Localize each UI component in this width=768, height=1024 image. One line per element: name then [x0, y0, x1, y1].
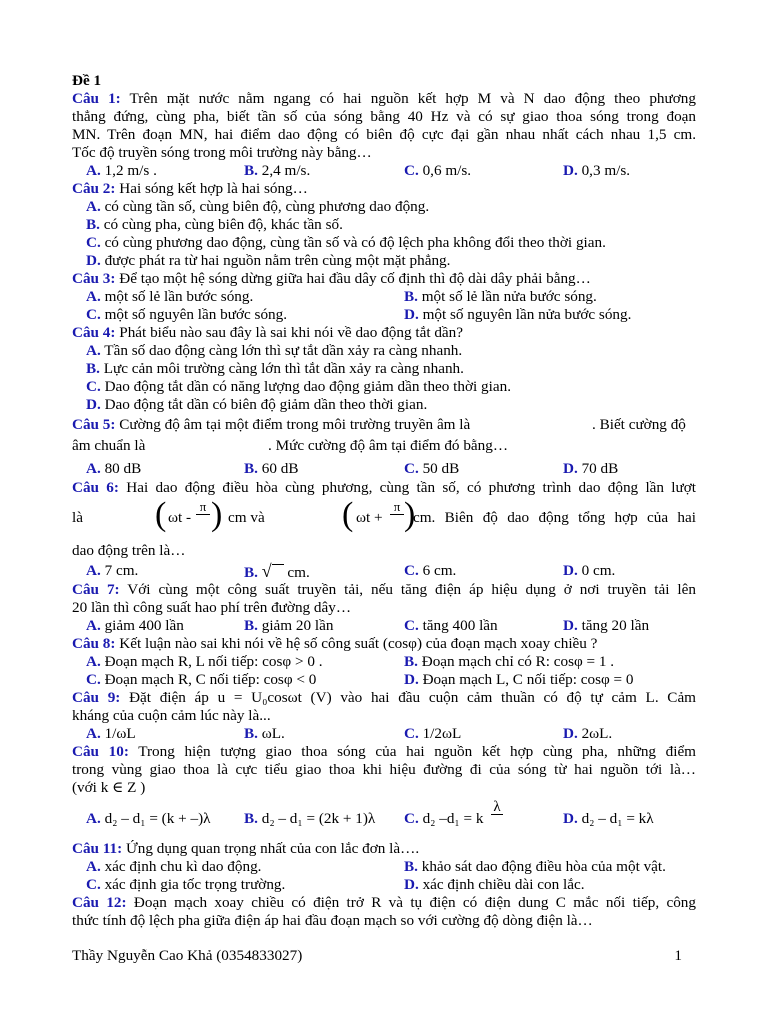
- fraction-bar: [390, 514, 404, 529]
- option-text: Đoạn mạch chỉ có R: cosφ = 1 .: [421, 653, 615, 670]
- question-2: [72, 180, 308, 198]
- q2-option-a[interactable]: [86, 198, 429, 216]
- question-5-label: Câu 5:: [72, 416, 116, 433]
- q10-option-d[interactable]: [563, 810, 654, 828]
- option-text: tăng 20 lần: [581, 617, 650, 634]
- option-text: d₂ – d₁ = kλ: [581, 810, 654, 827]
- option-letter: B.: [404, 288, 418, 305]
- option-letter: A.: [86, 460, 101, 477]
- option-text: 2,4 m/s.: [261, 162, 311, 179]
- option-letter: C.: [404, 810, 419, 827]
- paren-open: (: [155, 496, 167, 533]
- q5-option-c[interactable]: [404, 460, 459, 478]
- fraction-bar: [196, 514, 210, 529]
- question-12-text: Đoạn mạch xoay chiều có điện trở R và tụ điện có điện dung C mắc nối tiếp, công: [133, 894, 696, 911]
- option-letter: D.: [563, 562, 578, 579]
- option-letter: B.: [404, 858, 418, 875]
- question-5-text: Cường độ âm tại một điểm trong môi trường truyền âm là: [119, 416, 471, 433]
- option-text: cm.: [287, 564, 310, 581]
- question-7-text: Với cùng một công suất truyền tải, nếu tăng điện áp hiệu dụng ở nơi truyền tải lên: [127, 581, 696, 598]
- option-letter: A.: [86, 198, 101, 215]
- question-6-line-1: [72, 479, 696, 497]
- option-letter: B.: [244, 617, 258, 634]
- question-10-line-3: (với k ∈ Z ): [72, 779, 146, 796]
- q4-option-c[interactable]: [86, 378, 511, 396]
- option-text: có cùng pha, cùng biên độ, khác tần số.: [103, 216, 343, 233]
- q7-option-c[interactable]: [404, 617, 498, 635]
- sqrt-bar: [272, 564, 284, 565]
- option-text: xác định chu kì dao động.: [104, 858, 262, 875]
- option-text: một số lẻ lần nửa bước sóng.: [421, 288, 597, 305]
- q5-option-a[interactable]: [86, 460, 141, 478]
- option-letter: D.: [563, 162, 578, 179]
- option-letter: A.: [86, 288, 101, 305]
- question-3-label: Câu 3:: [72, 270, 116, 287]
- q10-option-b[interactable]: [244, 810, 375, 828]
- fraction-bar: [491, 814, 503, 829]
- q7-option-d[interactable]: [563, 617, 649, 635]
- question-12-label: Câu 12:: [72, 894, 127, 911]
- q10-option-c[interactable]: [404, 810, 483, 828]
- question-5-line-1: [72, 416, 470, 434]
- option-text: có cùng phương dao động, cùng tần số và có độ lệch pha không đổi theo thời gian.: [104, 234, 606, 251]
- option-letter: A.: [86, 858, 101, 875]
- option-text: 80 dB: [104, 460, 142, 477]
- question-6-cm-va: cm và: [228, 509, 265, 526]
- question-1-label: Câu 1:: [72, 90, 121, 107]
- option-text: 70 dB: [581, 460, 619, 477]
- option-letter: D.: [404, 306, 419, 323]
- question-1-text: Trên mặt nước nằm ngang có hai nguồn kết hợp M và N dao động theo phương: [129, 90, 696, 107]
- q2-option-d[interactable]: [86, 252, 450, 270]
- option-letter: C.: [86, 378, 101, 395]
- option-text: một số nguyên lần nửa bước sóng.: [422, 306, 632, 323]
- option-text: khảo sát dao động điều hòa của một vật.: [421, 858, 666, 875]
- question-3: [72, 270, 591, 288]
- question-5-line-1-end: . Biết cường độ: [592, 416, 686, 433]
- q3-option-d[interactable]: [404, 306, 631, 324]
- question-6-line-3: dao động trên là…: [72, 542, 186, 559]
- q6-option-c[interactable]: [404, 562, 456, 580]
- q2-option-b[interactable]: [86, 216, 343, 234]
- q4-option-d[interactable]: [86, 396, 427, 414]
- option-letter: C.: [404, 617, 419, 634]
- question-11-text: Ứng dụng quan trọng nhất của con lắc đơn là….: [126, 840, 420, 857]
- option-letter: A.: [86, 562, 101, 579]
- q7-option-a[interactable]: [86, 617, 184, 635]
- q9-option-d[interactable]: [563, 725, 612, 743]
- option-letter: D.: [563, 617, 578, 634]
- question-8-text: Kết luận nào sai khi nói về hệ số công suất (cosφ) của đoạn mạch xoay chiều ?: [119, 635, 598, 652]
- pi-over-fraction-1: [196, 500, 210, 529]
- paren-close: ): [211, 496, 223, 533]
- option-text: 1,2 m/s .: [104, 162, 157, 179]
- option-text: có cùng tần số, cùng biên độ, cùng phương dao động.: [104, 198, 430, 215]
- question-7-line-2: 20 lần thì công suất hao phí trên đường dây…: [72, 599, 352, 616]
- q3-option-a[interactable]: [86, 288, 253, 306]
- lambda-fraction: [491, 800, 503, 829]
- option-letter: D.: [563, 810, 578, 827]
- question-12-line-1: [72, 894, 696, 912]
- option-text: được phát ra từ hai nguồn nằm trên cùng một mặt phẳng.: [104, 252, 451, 269]
- question-6-la: là: [72, 509, 83, 526]
- option-text: 0 cm.: [581, 562, 616, 579]
- q1-option-b[interactable]: [244, 162, 310, 180]
- q6-option-a[interactable]: [86, 562, 138, 580]
- question-8-label: Câu 8:: [72, 635, 116, 652]
- option-letter: B.: [244, 725, 258, 742]
- question-6-label: Câu 6:: [72, 479, 119, 496]
- question-9-text: Đặt điện áp u = U₀cosωt (V) vào hai đầu cuộn cảm thuần có độ tự cảm L. Cảm: [129, 689, 696, 706]
- option-text: Dao động tắt dần có biên độ giảm dần theo thời gian.: [104, 396, 428, 413]
- option-text: xác định chiều dài con lắc.: [422, 876, 585, 893]
- q11-option-a[interactable]: [86, 858, 261, 876]
- q8-option-b[interactable]: [404, 653, 614, 671]
- option-letter: C.: [404, 460, 419, 477]
- option-text: Đoạn mạch R, C nối tiếp: cosφ < 0: [104, 671, 317, 688]
- phase-2-term: ωt +: [356, 509, 383, 526]
- option-text: Tần số dao động càng lớn thì sự tắt dần xảy ra càng nhanh.: [104, 342, 463, 359]
- phase-1-term: ωt -: [168, 509, 192, 526]
- option-letter: A.: [86, 725, 101, 742]
- q1-option-d[interactable]: [563, 162, 630, 180]
- sqrt-symbol: √: [261, 561, 272, 581]
- option-text: giảm 400 lần: [104, 617, 184, 634]
- question-2-label: Câu 2:: [72, 180, 116, 197]
- q9-option-b[interactable]: [244, 725, 285, 743]
- option-text: Dao động tắt dần có năng lượng dao động giảm dần theo thời gian.: [104, 378, 511, 395]
- option-text: 1/ωL: [104, 725, 136, 742]
- question-1-line-1: [72, 90, 696, 108]
- option-letter: B.: [244, 564, 258, 581]
- question-6-text: Hai dao động điều hòa cùng phương, cùng tần số, có phương trình dao động lần lượt: [126, 479, 697, 496]
- option-letter: B.: [86, 360, 100, 377]
- option-letter: D.: [563, 725, 578, 742]
- option-letter: B.: [244, 810, 258, 827]
- option-letter: D.: [86, 252, 101, 269]
- option-text: 2ωL.: [581, 725, 613, 742]
- question-9-label: Câu 9:: [72, 689, 121, 706]
- option-letter: D.: [86, 396, 101, 413]
- q1-option-a[interactable]: [86, 162, 157, 180]
- option-text: 1/2ωL: [422, 725, 462, 742]
- pi-symbol: π: [199, 499, 207, 514]
- q5-option-b[interactable]: [244, 460, 298, 478]
- question-7-label: Câu 7:: [72, 581, 120, 598]
- question-4-text: Phát biểu nào sau đây là sai khi nói về dao động tắt dần?: [119, 324, 464, 341]
- question-1-line-3: MN. Trên đoạn MN, hai điểm dao động có biên độ cực đại gần nhau nhất cách nhau 1,5 cm.: [72, 126, 696, 143]
- option-letter: B.: [404, 653, 418, 670]
- option-text: ωL.: [261, 725, 285, 742]
- option-text: d₂ –d₁ = k: [422, 810, 484, 827]
- q8-option-d[interactable]: [404, 671, 634, 689]
- q8-option-c[interactable]: [86, 671, 316, 689]
- question-8: [72, 635, 597, 653]
- question-3-text: Để tạo một hệ sóng dừng giữa hai đầu dây cố định thì độ dài dây phải bằng…: [119, 270, 591, 287]
- option-letter: C.: [404, 562, 419, 579]
- option-text: xác định gia tốc trọng trường.: [104, 876, 286, 893]
- option-text: 60 dB: [261, 460, 299, 477]
- q5-option-d[interactable]: [563, 460, 618, 478]
- option-text: 0,6 m/s.: [422, 162, 472, 179]
- option-text: Đoạn mạch L, C nối tiếp: cosφ = 0: [422, 671, 634, 688]
- question-1-line-4: Tốc độ truyền sóng trong môi trường này bằng…: [72, 144, 372, 161]
- option-text: Đoạn mạch R, L nối tiếp: cosφ > 0 .: [104, 653, 323, 670]
- q2-option-c[interactable]: [86, 234, 606, 252]
- question-12-line-2: thức tính độ lệch pha giữa điện áp hai đầu đoạn mạch so với cường độ dòng điện là…: [72, 912, 593, 929]
- q1-option-c[interactable]: [404, 162, 471, 180]
- option-letter: C.: [86, 234, 101, 251]
- page-footer: [72, 947, 682, 965]
- option-text: giảm 20 lần: [261, 617, 334, 634]
- q11-option-b[interactable]: [404, 858, 666, 876]
- q9-option-a[interactable]: [86, 725, 136, 743]
- q11-option-d[interactable]: [404, 876, 585, 894]
- question-10-text: Trong hiện tượng giao thoa sóng của hai nguồn kết hợp cùng pha, những điểm: [138, 743, 696, 760]
- q3-option-b[interactable]: [404, 288, 597, 306]
- pi-symbol: π: [393, 499, 401, 514]
- option-text: một số lẻ lần bước sóng.: [104, 288, 254, 305]
- q10-option-a[interactable]: [86, 810, 211, 828]
- option-text: 7 cm.: [104, 562, 139, 579]
- q11-option-c[interactable]: [86, 876, 285, 894]
- q4-option-b[interactable]: [86, 360, 464, 378]
- q6-option-b[interactable]: [244, 562, 310, 582]
- option-letter: D.: [404, 671, 419, 688]
- question-10-label: Câu 10:: [72, 743, 129, 760]
- option-text: d₂ – d₁ = (2k + 1)λ: [261, 810, 376, 827]
- question-9-line-1: [72, 689, 696, 707]
- footer-author: Thầy Nguyễn Cao Khả (0354833027): [72, 947, 303, 964]
- option-letter: C.: [404, 162, 419, 179]
- option-letter: A.: [86, 810, 101, 827]
- option-text: 50 dB: [422, 460, 460, 477]
- option-letter: D.: [563, 460, 578, 477]
- option-letter: C.: [86, 671, 101, 688]
- question-10-line-2: trong vùng giao thoa là cực tiểu giao thoa khi hiệu đường đi của sóng từ hai nguồn tới là…: [72, 761, 696, 778]
- option-letter: A.: [86, 653, 101, 670]
- q6-option-d[interactable]: [563, 562, 615, 580]
- option-text: Lực cản môi trường càng lớn thì tắt dần xảy ra càng nhanh.: [103, 360, 464, 377]
- question-4: [72, 324, 463, 342]
- q4-option-a[interactable]: [86, 342, 462, 360]
- option-letter: A.: [86, 617, 101, 634]
- option-text: 6 cm.: [422, 562, 457, 579]
- option-text: 0,3 m/s.: [581, 162, 631, 179]
- q7-option-b[interactable]: [244, 617, 333, 635]
- pi-over-fraction-2: [390, 500, 404, 529]
- option-letter: C.: [404, 725, 419, 742]
- question-10-line-1: [72, 743, 696, 761]
- option-letter: D.: [404, 876, 419, 893]
- question-11-label: Câu 11:: [72, 840, 123, 857]
- option-text: một số nguyên lần bước sóng.: [104, 306, 288, 323]
- option-letter: C.: [86, 876, 101, 893]
- option-text: tăng 400 lần: [422, 617, 498, 634]
- question-4-label: Câu 4:: [72, 324, 116, 341]
- question-6-rest: cm. Biên độ dao động tổng hợp của hai: [413, 509, 696, 526]
- q9-option-c[interactable]: [404, 725, 461, 743]
- option-letter: A.: [86, 162, 101, 179]
- option-letter: B.: [86, 216, 100, 233]
- exam-title: Đề 1: [72, 72, 102, 89]
- question-2-text: Hai sóng kết hợp là hai sóng…: [119, 180, 308, 197]
- option-letter: B.: [244, 162, 258, 179]
- question-5-line-2-end: . Mức cường độ âm tại điểm đó bằng…: [268, 437, 509, 454]
- q3-option-c[interactable]: [86, 306, 287, 324]
- option-letter: B.: [244, 460, 258, 477]
- option-letter: C.: [86, 306, 101, 323]
- paren-close: ): [404, 496, 416, 533]
- option-text: d₂ – d₁ = (k + –)λ: [104, 810, 211, 827]
- page-number: 1: [674, 947, 682, 964]
- option-letter: A.: [86, 342, 101, 359]
- paren-open: (: [342, 496, 354, 533]
- question-7-line-1: [72, 581, 696, 599]
- question-11: [72, 840, 419, 858]
- question-1-line-2: thẳng đứng, cùng pha, biết tần số của sóng bằng 40 Hz và có sự giao thoa sóng trong đoạn: [72, 108, 696, 125]
- lambda-symbol: λ: [493, 799, 501, 815]
- question-5-line-2: âm chuẩn là: [72, 437, 146, 454]
- question-9-line-2: kháng của cuộn cảm lúc này là...: [72, 707, 271, 724]
- q8-option-a[interactable]: [86, 653, 323, 671]
